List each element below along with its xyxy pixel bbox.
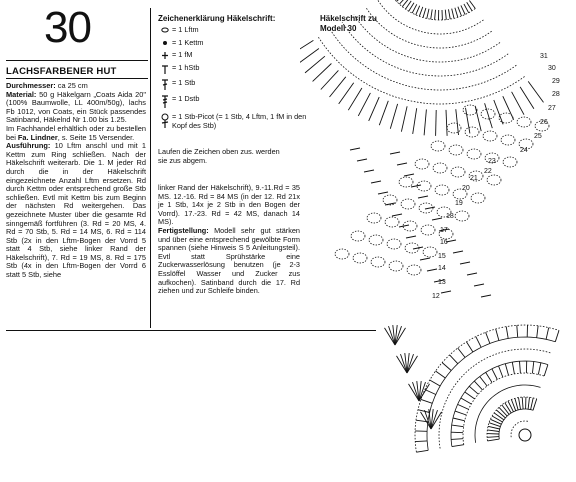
stitch-mark (450, 355, 458, 364)
stitch-mark (453, 251, 463, 253)
stitch-mark (364, 170, 374, 172)
mesh-loop (449, 145, 463, 155)
stitch-mark (528, 397, 529, 409)
stitch-mark (503, 96, 514, 120)
half-double-icon (158, 64, 172, 75)
mesh-loop (455, 211, 469, 221)
legend-item (158, 79, 308, 91)
material-line (6, 91, 146, 125)
stitch-mark (305, 56, 325, 73)
stitch-mark (532, 362, 533, 374)
stitch-mark (427, 269, 437, 271)
order-text: Im Fachhandel erhältlich oder zu bestellen bei (6, 123, 146, 142)
mesh-loop (451, 167, 465, 177)
round-label: 27 (548, 105, 556, 112)
chain-arc (378, 0, 484, 34)
stitch-legend (158, 26, 308, 134)
continuation-text: linker Rand der Häkelschrift), 9.-11.Rd = 35 MS. 12.-16. Rd = 84 MS (in der 12. Rd 21x je 1 Stb, 14x je 2 Stb in den Bogen der Vorrd). 17.-23. Rd = 42 MS, danach 14 MS). (158, 183, 300, 227)
stitch-mark (486, 372, 492, 382)
stitch-mark (441, 291, 451, 293)
stitch-mark (451, 439, 463, 440)
instructions-line (6, 142, 146, 280)
stitch-mark (466, 108, 470, 134)
mesh-loop (517, 117, 531, 127)
round-label: 21 (470, 175, 478, 182)
round-label: 23 (488, 158, 496, 165)
instructions-label: Ausführung: (6, 141, 51, 151)
mesh-loop (351, 231, 365, 241)
round-label: 12 (432, 293, 440, 300)
mesh-loop (503, 157, 517, 167)
double-crochet-icon (158, 79, 172, 91)
stitch-mark (350, 148, 360, 150)
chain-arc (342, 22, 508, 76)
stitch-mark (496, 410, 505, 418)
legend-label: = 1 Dstb (172, 94, 200, 103)
stitch-mark (531, 398, 534, 410)
stitch-mark (413, 247, 423, 249)
stitch-mark (392, 214, 402, 216)
mesh-loop (371, 257, 385, 267)
stitch-mark (519, 398, 521, 410)
legend-item (158, 39, 308, 48)
stitch-mark (357, 159, 367, 161)
stitch-mark (485, 103, 493, 128)
stitch-mark (487, 437, 499, 438)
stitch-mark (467, 273, 477, 275)
round-label: 14 (438, 265, 446, 272)
stitch-mark (378, 192, 388, 194)
stitch-mark (432, 218, 442, 220)
stitch-mark (404, 174, 414, 176)
diameter-label: Durchmesser: (6, 81, 56, 90)
order-text-end: , s. Seite 15 Versender. (57, 132, 135, 142)
stitch-mark (431, 9, 433, 19)
legend-label: = 1 hStb (172, 63, 200, 72)
stitch-mark (452, 9, 454, 19)
stitch-mark (505, 364, 508, 376)
stitch-mark (487, 430, 499, 432)
mesh-loop (447, 123, 461, 133)
stitch-mark (449, 9, 451, 19)
stitch-mark (492, 369, 497, 380)
stitch-mark (419, 7, 423, 16)
stitch-mark (546, 328, 549, 340)
mesh-loop (367, 213, 381, 223)
stitch-mark (544, 365, 548, 376)
chart-round-labels (432, 53, 560, 300)
order-line (6, 125, 146, 142)
round-label: 18 (446, 213, 454, 220)
stitch-mark (458, 348, 465, 358)
material-value: 50 g Häkelgarn „Coats Aida 20" (100% Baumwolle, LL 400m/50g), lachs Fb 1012, von Coats, ein Stück passendes Satinband, Häkelnd Nr 1.00 bis 1.25. (6, 89, 146, 125)
stitch-mark (300, 40, 313, 54)
mesh-loop (471, 193, 485, 203)
stitch-mark (436, 110, 437, 136)
stitch-mark (423, 8, 426, 18)
stitch-mark (379, 101, 388, 125)
mesh-loop (421, 225, 435, 235)
round-label: 25 (534, 133, 542, 140)
chain-arc (487, 397, 537, 441)
stitch-mark (486, 332, 490, 343)
round-label: 19 (455, 200, 463, 207)
round-label: 15 (438, 253, 446, 260)
continuation-column (158, 184, 300, 296)
stitch-mark (520, 361, 521, 373)
legend-item (158, 113, 308, 130)
mesh-loop (435, 185, 449, 195)
mesh-loop (407, 265, 421, 275)
chart-title-line1: Häkelschrift zu (320, 14, 377, 23)
stitch-mark (474, 284, 484, 286)
stitch-mark (528, 81, 543, 102)
legend-item (158, 26, 308, 35)
stitch-mark (339, 83, 354, 104)
stitch-mark (474, 381, 482, 390)
round-label: 24 (520, 147, 528, 154)
stitch-mark (348, 88, 362, 110)
stitch-mark (456, 109, 459, 135)
stitch-mark (465, 392, 475, 399)
single-crochet-icon (158, 51, 172, 60)
pattern-number: 30 (44, 3, 91, 52)
stitch-mark (488, 439, 500, 441)
stitch-mark (469, 386, 478, 394)
stitch-mark (416, 6, 420, 15)
stitch-mark (369, 97, 380, 121)
order-name: Fa. Lindner (17, 132, 58, 142)
stitch-mark (455, 411, 466, 415)
treble-crochet-icon (158, 95, 172, 109)
stitch-mark (430, 380, 440, 386)
stitch-mark (427, 9, 429, 19)
stitch-mark (321, 70, 339, 89)
instructions-value: 10 Lftm anschl und mit 1 Kettm zum Ring schließen. Nach der Häkelschrift weiterarb. Die 1. M jeder Rd durch die in der Häkelschrift eingezeichnete Anzahl Lftm ersetzen. Rd durch Kettm oder entsprechend große Stb schließen. Evtl mit Kettm bis zum Beginn der nächsten Rd weitergehen. Das gezeichnete Muster über die gesamte Rd sinngemäß fortführen (3. Rd = 20 MS, 4. Rd = 70 Stb, 5. Rd = 14 MS, 6. Rd = 114 Stb (2x in den Lftm-Bogen der Vorrd 5 statt 4 Stb, siehe linker Rand der Häkelschrift), 7. Rd = 19 MS, 8. Rd = 175 Stb (4x in den Lftm-Bogen der Vorrd 6 statt 5 Stb, siehe (6, 141, 146, 280)
legend-label: = 1 Stb-Picot (= 1 Stb, 4 Lftm, 1 fM in den Kopf des Stb) (172, 112, 307, 130)
stitch-mark (555, 330, 559, 341)
legend-label: = 1 fM (172, 50, 193, 59)
round-label: 26 (540, 119, 548, 126)
round-label: 16 (440, 239, 448, 246)
legend-item (158, 64, 308, 75)
stitch-mark (517, 325, 518, 337)
chain-arc (330, 30, 516, 90)
crochet-chart (300, 0, 576, 482)
stitch-mark (499, 366, 503, 377)
legend-label: = 1 Stb (172, 78, 196, 87)
mesh-loop (423, 247, 437, 257)
legend-title: Zeichenerklärung Häkelschrift: (158, 14, 276, 23)
stitch-mark (480, 377, 487, 387)
round-label: 31 (540, 53, 548, 60)
stitch-mark (502, 405, 509, 415)
stitch-mark (313, 64, 332, 82)
stitch-mark (300, 49, 319, 64)
stitch-mark (406, 236, 416, 238)
stitch-mark (399, 225, 409, 227)
description-column (6, 82, 146, 280)
stitch-mark (515, 398, 518, 410)
stitch-mark (455, 8, 458, 18)
mesh-loop (501, 135, 515, 145)
material-label: Material: (6, 89, 37, 99)
chain-arc (366, 7, 492, 48)
round-label: 29 (552, 78, 560, 85)
mesh-loop (369, 235, 383, 245)
stitch-mark (460, 262, 470, 264)
stitch-mark (467, 342, 473, 352)
stitch-mark (451, 432, 463, 433)
stitch-mark (330, 77, 346, 97)
stitch-mark (412, 4, 417, 13)
stitch-mark (475, 106, 481, 131)
stitch-mark (505, 403, 511, 413)
picot-icon (158, 113, 172, 129)
stitch-mark (421, 399, 432, 403)
stitch-mark (452, 445, 464, 447)
stitch-mark (390, 104, 397, 129)
diameter-value: ca 25 cm (57, 81, 88, 90)
mesh-loop (431, 141, 445, 151)
round-label: 28 (552, 91, 560, 98)
round-label: 22 (484, 168, 492, 175)
stitch-mark (522, 397, 523, 409)
stitch-mark (390, 152, 400, 154)
stitch-mark (425, 390, 436, 395)
stitch-mark (512, 362, 514, 374)
stitch-mark (464, 4, 469, 13)
chain-arc (354, 15, 500, 62)
round-label: 20 (462, 185, 470, 192)
stitch-mark (494, 100, 503, 124)
finishing-line (158, 227, 300, 296)
column-divider-left (150, 8, 151, 328)
legend-label: = 1 Kettm (172, 37, 204, 47)
legend-item (158, 51, 308, 60)
title-rule-bottom (6, 78, 148, 79)
stitch-mark (458, 7, 462, 16)
mesh-loop (465, 127, 479, 137)
stitch-mark (397, 163, 407, 165)
stitch-mark (496, 329, 499, 341)
stitch-mark (538, 363, 541, 375)
stitch-mark (413, 108, 417, 134)
round-label: 30 (548, 65, 556, 72)
mesh-loop (353, 253, 367, 263)
mesh-loop (387, 239, 401, 249)
pattern-title: LACHSFARBENER HUT (6, 66, 117, 77)
stitch-mark (476, 337, 481, 348)
stitch-mark (401, 106, 407, 131)
stitch-mark (445, 10, 446, 20)
stitch-mark (537, 326, 538, 338)
mesh-loop (467, 149, 481, 159)
stitch-mark (461, 5, 465, 14)
mesh-loop (433, 163, 447, 173)
mesh-loop (415, 159, 429, 169)
mesh-loop (417, 181, 431, 191)
mesh-loop (483, 131, 497, 141)
stitch-mark (481, 295, 491, 297)
stitch-mark (358, 93, 370, 116)
stitch-mark (499, 407, 507, 416)
legend-item (158, 95, 308, 109)
finishing-value: Modell sehr gut stärken und über eine entsprechend gewölbte Form spannen (siehe Hinweis S 5 Anleitungsteil). Evtl statt Sprühstärke eine Zuckerwasserlösung benutzen (je 2-3 Esslöffel Wasser und Zucker zus aufkochen). Satinband durch die 17. Rd ziehen und zur Schleife binden. (158, 225, 300, 296)
legend-label: = 1 Lftm (172, 25, 199, 34)
stitch-mark (418, 196, 428, 198)
stitch-mark (452, 425, 464, 427)
stitch-mark (436, 371, 446, 378)
stitch-mark (506, 327, 508, 339)
stitch-mark (488, 426, 500, 429)
chain-stitch-icon (158, 26, 172, 34)
finishing-label: Fertigstellung: (158, 225, 209, 235)
mesh-loop (399, 177, 413, 187)
mesh-loop (385, 217, 399, 227)
stitch-mark (420, 258, 430, 260)
title-rule-top (6, 60, 148, 61)
stitch-mark (415, 441, 427, 442)
slip-stitch-icon (158, 39, 172, 47)
mesh-loop (389, 261, 403, 271)
mesh-loop (401, 199, 415, 209)
stitch-mark (416, 450, 428, 452)
stitch-mark (461, 398, 471, 404)
chart-marks (300, 0, 559, 452)
center-ring (519, 429, 531, 441)
stitch-mark (371, 181, 381, 183)
stitch-mark (411, 185, 421, 187)
stitch-mark (494, 413, 504, 420)
round-label: 17 (440, 227, 448, 234)
stitch-mark (458, 404, 469, 409)
stitch-mark (424, 109, 426, 135)
chart-title-line2: Modell 30 (320, 24, 357, 33)
stitch-mark (453, 418, 465, 421)
mesh-loop (487, 175, 501, 185)
stitch-mark (533, 399, 537, 410)
chain-arc (499, 409, 533, 439)
mesh-loop (335, 249, 349, 259)
stitch-mark (418, 410, 430, 413)
stitch-mark (435, 10, 436, 20)
stitch-mark (442, 363, 451, 371)
round-label: 13 (438, 279, 446, 286)
stitch-mark (512, 92, 524, 115)
stitch-mark (446, 110, 447, 136)
stitch-mark (520, 87, 534, 109)
chain-arc (318, 37, 524, 104)
legend-note: Laufen die Zeichen oben zus. werden sie zus abgem. (158, 147, 280, 165)
stitch-mark (425, 207, 435, 209)
